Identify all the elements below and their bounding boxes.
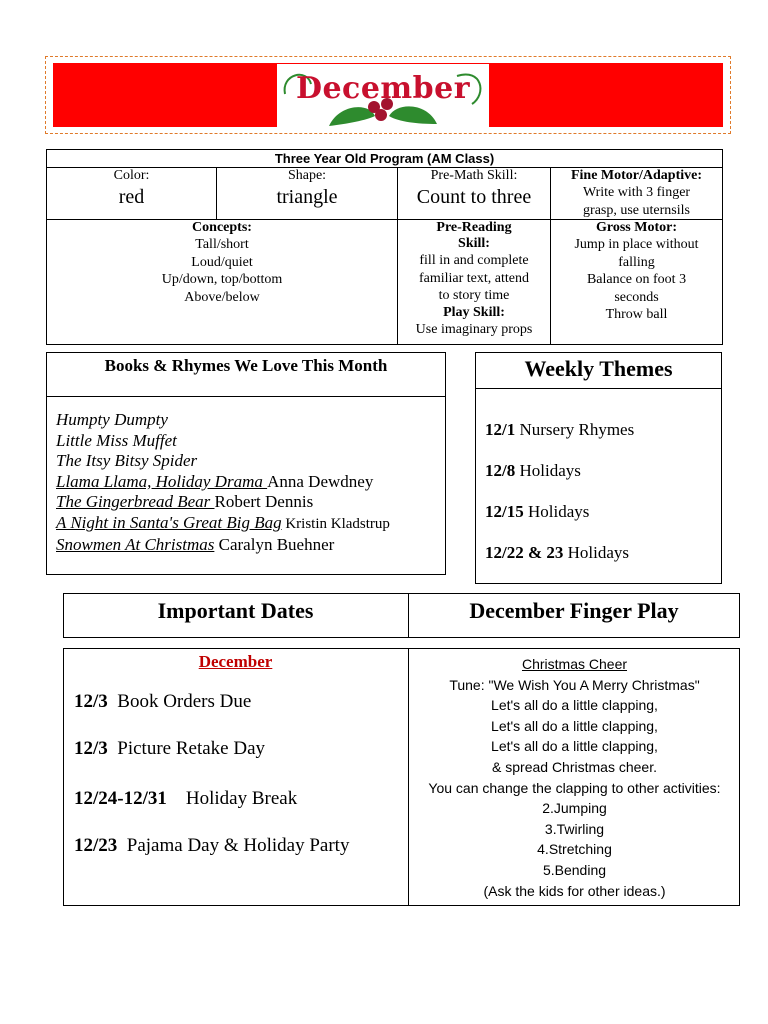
prereading-cell — [398, 220, 551, 345]
song-line: Let's all do a little clapping, — [491, 717, 658, 734]
grossmotor-line: Jump in place without — [574, 237, 699, 252]
book-author: Anna Dewdney — [267, 471, 374, 491]
song-line: Let's all do a little clapping, — [491, 697, 658, 714]
song-line: (Ask the kids for other ideas.) — [483, 882, 666, 899]
book-item — [56, 451, 441, 472]
theme-text: Holidays — [523, 502, 590, 521]
date-text: Picture Retake Day — [107, 738, 266, 759]
banner-title: December — [295, 71, 471, 106]
premath-label: Pre-Math Skill: — [430, 168, 518, 183]
program-header: Three Year Old Program (AM Class) — [47, 150, 723, 168]
themes-title: Weekly Themes — [524, 356, 673, 381]
grossmotor-cell — [551, 220, 723, 345]
play-skill-label: Play Skill: — [443, 304, 505, 320]
concept-item: Tall/short — [195, 237, 249, 252]
date-text: Book Orders Due — [107, 691, 252, 712]
theme-text: Holidays — [563, 543, 630, 562]
program-table — [46, 149, 723, 345]
premath-cell — [398, 168, 551, 220]
song-line: 4.Stretching — [537, 841, 612, 858]
date-value: 12/3 — [74, 691, 108, 712]
song-line: Let's all do a little clapping, — [491, 738, 658, 755]
date-item — [74, 691, 251, 713]
finger-play-title: December Finger Play — [469, 598, 679, 623]
grossmotor-line: Throw ball — [605, 307, 668, 322]
prereading-line: to story time — [438, 288, 510, 303]
book-item — [56, 535, 441, 556]
concept-item: Loud/quiet — [191, 254, 253, 270]
song-line: You can change the clapping to other activities: — [428, 779, 721, 796]
theme-item — [485, 543, 629, 563]
grossmotor-line: seconds — [614, 289, 659, 305]
book-title: A Night in Santa's Great Big Bag — [56, 512, 282, 532]
theme-date: 12/1 — [485, 420, 516, 439]
prereading-line: familiar text, attend — [418, 270, 529, 286]
book-title: The Itsy Bitsy Spider — [56, 451, 198, 471]
book-author: Robert Dennis — [214, 492, 314, 512]
date-text: Pajama Day & Holiday Party — [117, 835, 350, 856]
concept-item: Above/below — [184, 289, 260, 305]
color-value: red — [118, 186, 145, 208]
grossmotor-line: falling — [618, 254, 655, 270]
concepts-cell — [47, 220, 398, 345]
finemotor-cell — [551, 168, 723, 220]
dates-month: December — [198, 652, 273, 671]
book-item — [56, 513, 441, 535]
book-item — [56, 472, 441, 493]
book-title: Llama Llama, Holiday Drama — [56, 471, 268, 491]
prereading-label-2: Skill: — [458, 236, 490, 251]
date-text: Holiday Break — [166, 788, 298, 809]
grossmotor-line: Balance on foot 3 — [586, 272, 687, 287]
finemotor-label: Fine Motor/Adaptive: — [570, 168, 703, 183]
book-item — [56, 492, 441, 513]
book-author: Caralyn Buehner — [214, 534, 335, 554]
date-item — [74, 788, 297, 810]
theme-item — [485, 420, 634, 440]
theme-item — [485, 461, 581, 481]
grossmotor-label: Gross Motor: — [596, 220, 677, 235]
theme-date: 12/22 & 23 — [485, 543, 564, 562]
date-value: 12/23 — [74, 835, 118, 856]
important-dates-title: Important Dates — [157, 598, 314, 623]
premath-value: Count to three — [416, 186, 532, 208]
book-title: Humpty Dumpty — [56, 410, 168, 429]
color-cell — [47, 168, 217, 220]
book-title: Little Miss Muffet — [56, 430, 177, 450]
song-line: 3.Twirling — [544, 820, 605, 837]
date-item — [74, 738, 265, 760]
book-author: Kristin Kladstrup — [281, 515, 390, 532]
theme-text: Nursery Rhymes — [515, 420, 635, 439]
book-item — [56, 431, 441, 452]
book-item — [56, 410, 441, 431]
shape-cell — [217, 168, 398, 220]
song-title: Christmas Cheer — [521, 656, 628, 672]
song-line: 2.Jumping — [542, 800, 607, 817]
date-value: 12/3 — [74, 738, 108, 759]
theme-date: 12/8 — [485, 461, 516, 480]
song-line: & spread Christmas cheer. — [492, 758, 657, 775]
finemotor-line: Write with 3 finger — [582, 185, 691, 200]
prereading-label: Pre-Reading — [436, 220, 512, 235]
book-title: Snowmen At Christmas — [56, 534, 215, 554]
shape-value: triangle — [276, 186, 338, 208]
finemotor-line: grasp, use uternsils — [583, 202, 690, 218]
concepts-label: Concepts: — [192, 220, 252, 235]
theme-item — [485, 502, 589, 522]
theme-text: Holidays — [515, 461, 581, 480]
song-line: 5.Bending — [542, 861, 607, 878]
color-label: Color: — [113, 168, 150, 183]
books-title: Books & Rhymes We Love This Month — [104, 356, 388, 375]
theme-date: 12/15 — [485, 502, 524, 521]
prereading-line: fill in and complete — [419, 253, 529, 268]
concept-item: Up/down, top/bottom — [161, 272, 283, 287]
play-skill-value: Use imaginary props — [415, 321, 533, 337]
date-item — [74, 835, 349, 857]
date-value: 12/24-12/31 — [74, 788, 167, 809]
books-list — [56, 410, 441, 555]
song-line: Tune: "We Wish You A Merry Christmas" — [449, 676, 700, 693]
finger-play-content — [409, 654, 740, 901]
book-title: The Gingerbread Bear — [56, 492, 215, 512]
shape-label: Shape: — [287, 168, 327, 183]
